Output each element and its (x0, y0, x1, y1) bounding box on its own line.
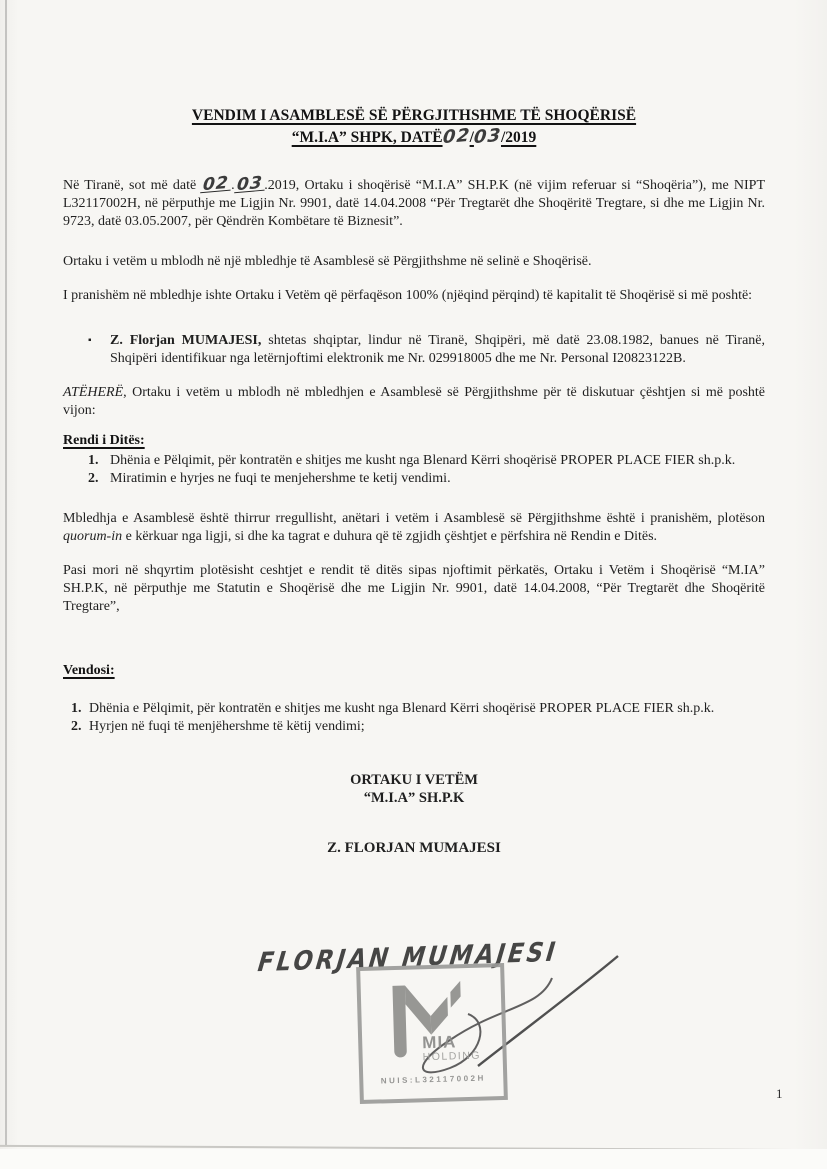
decision-item-1-text: Dhënia e Pëlqimit, për kontratën e shitjes me kusht nga Blenard Kërri shoqërisë PROPER PLACE FIER sh.p.k. (89, 701, 715, 716)
paragraph-intro: Në Tiranë, sot më datë 02.03.2019, Ortaku i shoqërisë “M.I.A” SH.P.K (në vijim referuar si “Shoqëria”), me NIPT L32117002H, në përputhje me Ligjin Nr. 9901, datë 14.04.2008 “Për Tregtarët dhe Shoqëritë Tregtare, si dhe me Ligjin Nr. 9723, datë 03.05.2007, për Qëndrën Kombëtare të Biznesit”. (63, 172, 765, 229)
decision-item-1-number: 1. (71, 701, 82, 716)
paragraph-quorum: Mbledhja e Asamblesë është thirrur rregullisht, anëtari i vetëm i Asamblesë së Përgjithshme është i pranishëm, plotëson quorum-in e kërkuar nga ligji, si dhe ka tagrat e duhura që të zgjidh çështjet e përfshira në Rendin e Ditës. (63, 511, 765, 544)
decision-item-1 (63, 700, 765, 718)
decision-item-2 (63, 718, 765, 736)
agenda-item-2 (63, 470, 765, 488)
document-body (63, 105, 765, 857)
shareholder-details: Z. Florjan MUMAJESI, shtetas shqiptar, lindur në Tiranë, Shqipëri, më datë 23.08.1982, banues në Tiranë, Shqipëri identifikuar nga letërnjoftimi elektronik me Nr. 029918005 dhe me Nr. Personal I20823122B. (110, 333, 766, 366)
decision-list (63, 700, 765, 736)
signature-text: FLORJAN MUMAJESI (253, 937, 562, 979)
agenda-item-1 (63, 452, 765, 470)
company-stamp (356, 963, 508, 1104)
agenda-item-2-text: Miratimin e hyrjes ne fuqi te menjehershme te ketij vendimi. (110, 471, 451, 486)
stamp-holding-text: HOLDING (422, 1049, 482, 1064)
shareholder-bullet-item (63, 332, 765, 368)
agenda-item-1-number: 1. (88, 453, 99, 468)
scan-strip-bottom (0, 1149, 827, 1169)
decision-item-2-number: 2. (71, 719, 82, 734)
signoff-person-name: Z. FLORJAN MUMAJESI (327, 840, 501, 856)
stamp-mia-text: MIA (421, 1032, 457, 1053)
paragraph-present: I pranishëm në mbledhje ishte Ortaku i Vetëm që përfaqëson 100% (njëqind përqind) të kapitalit të Shoqërisë si më poshtë: (63, 288, 753, 303)
agenda-list (63, 452, 765, 488)
page-number: 1 (776, 1086, 783, 1101)
signoff-company: “M.I.A” SH.P.K (363, 790, 465, 806)
handwritten-day-body: 02 (202, 172, 231, 196)
handwritten-day: 02 (441, 124, 471, 149)
decision-item-2-text: Hyrjen në fuqi të menjëhershme të këtij vendimi; (89, 719, 365, 734)
scan-edge-left (5, 0, 7, 1146)
agenda-item-1-text: Dhënia e Pëlqimit, për kontratën e shitjes me kusht nga Blenard Kërri shoqërisë PROPER PLACE FIER sh.p.k. (110, 453, 736, 468)
decision-heading: Vendosi: (63, 663, 115, 678)
handwritten-month-body: 03 (235, 172, 264, 196)
paragraph-meeting: Ortaku i vetëm u mblodh në një mbledhje të Asamblesë së Përgjithshme në selinë e Shoqërisë. (63, 254, 592, 269)
bullet-square-icon: ▪ (88, 335, 92, 346)
document-title-line2 (63, 124, 765, 149)
shareholder-name: Z. Florjan MUMAJESI, (110, 333, 262, 348)
title-date-slash: / (469, 129, 474, 146)
title-date-suffix: /2019 (500, 129, 537, 146)
title-date-prefix: “M.I.A” SHPK, DATË (291, 129, 443, 146)
signoff-block (63, 771, 765, 807)
stamp-nuis-text: NUIS:L32117002H (380, 1073, 486, 1086)
signoff-role: ORTAKU I VETËM (350, 772, 478, 788)
handwritten-month: 03 (472, 124, 503, 149)
paragraph-atehere: ATËHERË, Ortaku i vetëm u mblodh në mbledhjen e Asamblesë së Përgjithshme për të diskutuar çështjen si më poshtë vijon: (63, 385, 765, 418)
paragraph-review: Pasi mori në shqyrtim plotësisht ceshtjet e rendit të ditës sipas njoftimit përkatës, Ortaku i Vetëm i Shoqërisë “M.IA” SH.P.K, në përputhje me Statutin e Shoqërisë dhe me Ligjin Nr. 9901, datë 14.04.2008, “Për Tregtarët dhe Shoqëritë Tregtare”, (63, 563, 765, 614)
agenda-item-2-number: 2. (88, 471, 99, 486)
document-title-line1: VENDIM I ASAMBLESË SË PËRGJITHSHME TË SHOQËRISË (191, 107, 637, 124)
agenda-heading: Rendi i Ditës: (63, 433, 145, 448)
